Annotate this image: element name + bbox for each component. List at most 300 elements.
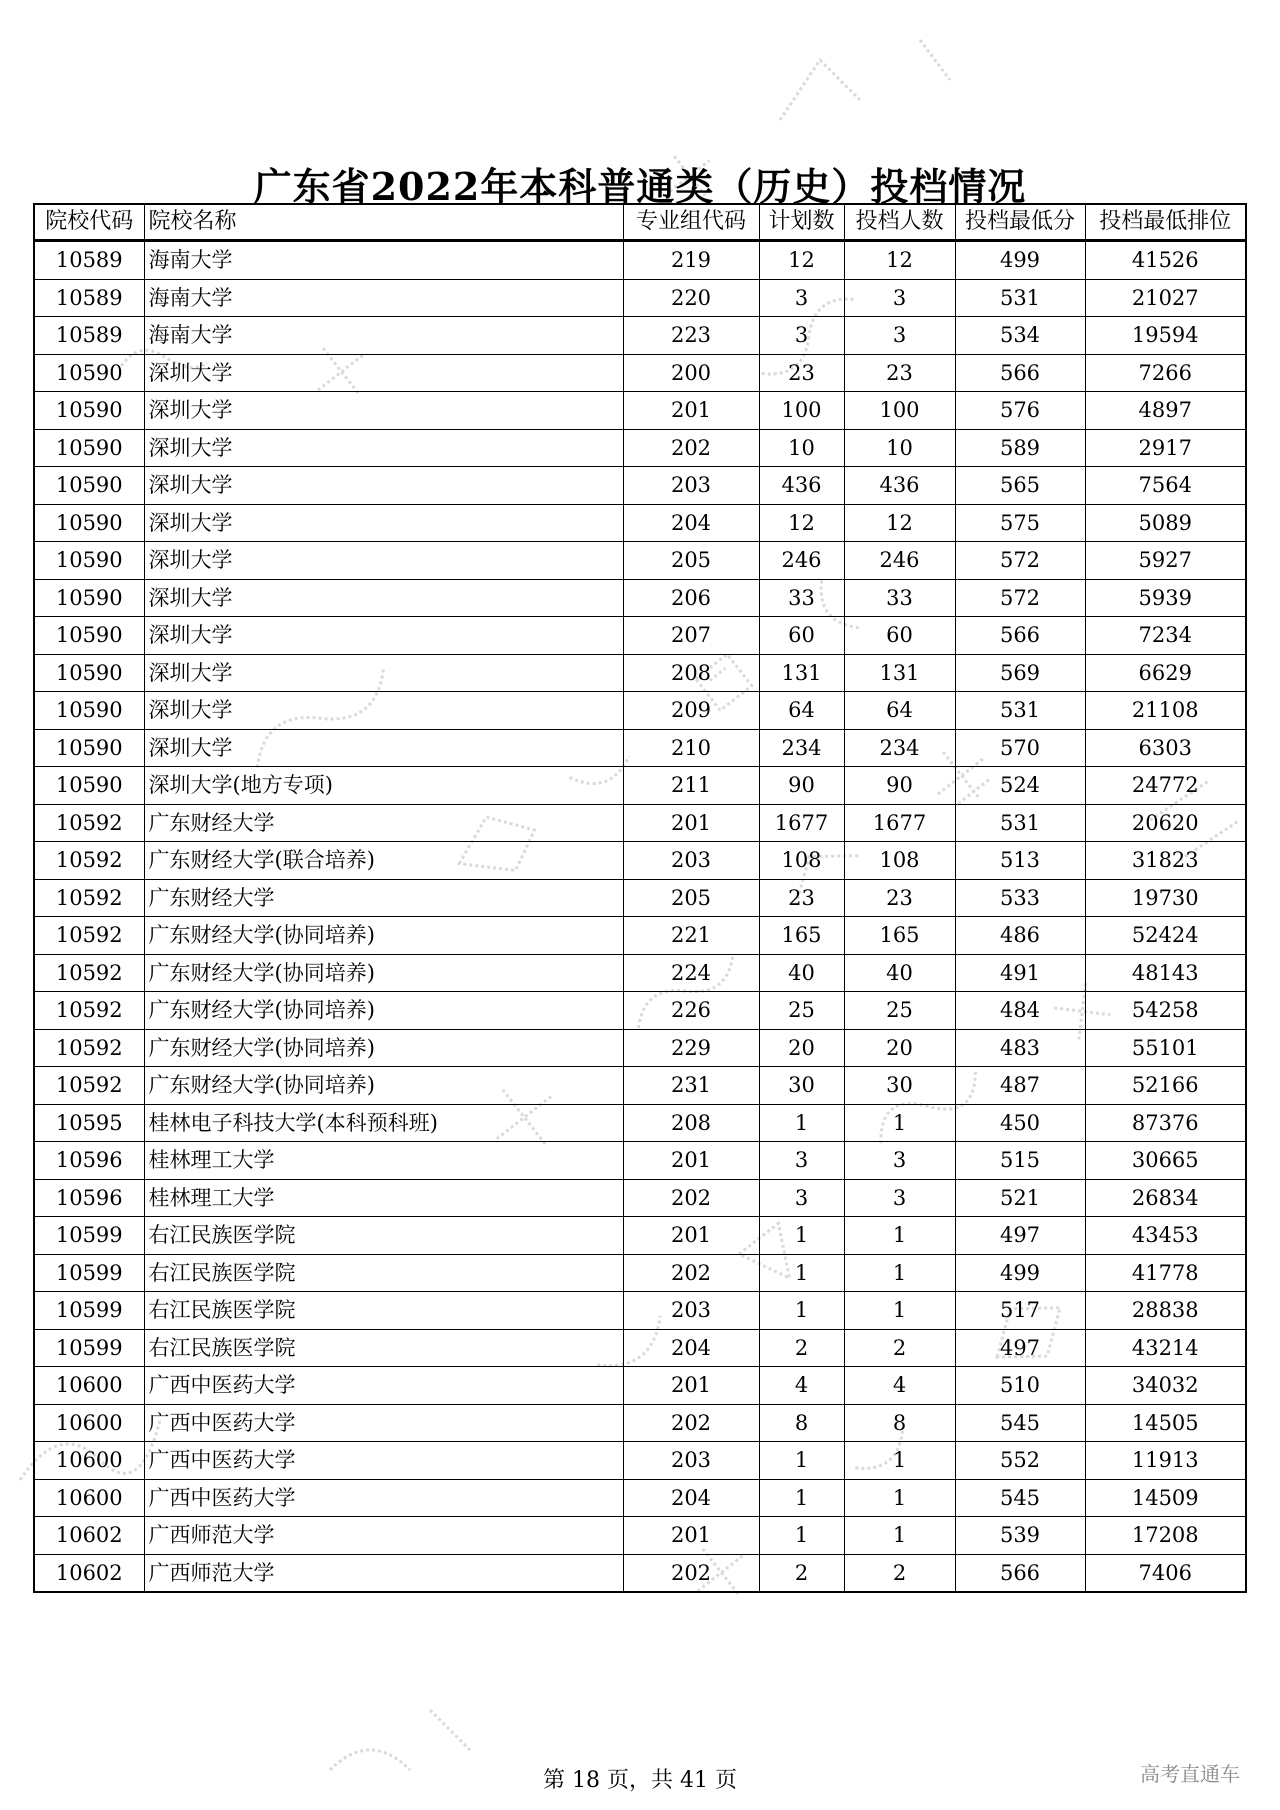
cell-min-rank: 17208 [1085,1517,1246,1555]
cell-plan-count: 90 [759,767,844,805]
cell-school-code: 10590 [34,692,144,730]
cell-school-code: 10590 [34,429,144,467]
cell-min-rank: 41526 [1085,241,1246,280]
table-row [34,1367,1246,1405]
cell-plan-count: 1 [759,1292,844,1330]
table-row [34,1104,1246,1142]
cell-school-code: 10592 [34,842,144,880]
cell-plan-count: 2 [759,1554,844,1592]
cell-admitted-count: 12 [844,504,955,542]
cell-admitted-count: 1 [844,1217,955,1255]
cell-min-rank: 5927 [1085,542,1246,580]
table-row [34,729,1246,767]
cell-min-score: 572 [955,579,1085,617]
cell-school-code: 10590 [34,617,144,655]
table-row [34,917,1246,955]
cell-group-code: 202 [623,1554,759,1592]
cell-min-score: 483 [955,1029,1085,1067]
cell-plan-count: 40 [759,954,844,992]
cell-plan-count: 25 [759,992,844,1030]
cell-min-score: 575 [955,504,1085,542]
admission-table [33,203,1247,1593]
table-row [34,879,1246,917]
cell-school-code: 10596 [34,1179,144,1217]
cell-plan-count: 33 [759,579,844,617]
cell-group-code: 201 [623,1517,759,1555]
table-row [34,1517,1246,1555]
cell-plan-count: 20 [759,1029,844,1067]
table-row [34,392,1246,430]
cell-group-code: 203 [623,467,759,505]
cell-school-name: 深圳大学 [144,729,623,767]
cell-min-rank: 7564 [1085,467,1246,505]
cell-admitted-count: 30 [844,1067,955,1105]
cell-plan-count: 100 [759,392,844,430]
cell-admitted-count: 64 [844,692,955,730]
col-header-school-code: 院校代码 [34,204,144,241]
cell-min-score: 566 [955,354,1085,392]
cell-min-score: 521 [955,1179,1085,1217]
table-row [34,579,1246,617]
cell-school-name: 广西师范大学 [144,1517,623,1555]
cell-plan-count: 60 [759,617,844,655]
cell-min-rank: 31823 [1085,842,1246,880]
cell-plan-count: 3 [759,279,844,317]
col-header-min-score: 投档最低分 [955,204,1085,241]
col-header-min-rank: 投档最低排位 [1085,204,1246,241]
cell-group-code: 221 [623,917,759,955]
cell-school-code: 10592 [34,1067,144,1105]
cell-school-name: 广东财经大学 [144,804,623,842]
table-row [34,279,1246,317]
cell-plan-count: 3 [759,1179,844,1217]
table-row [34,654,1246,692]
cell-group-code: 202 [623,1404,759,1442]
cell-group-code: 201 [623,1367,759,1405]
table-row [34,1142,1246,1180]
table-row [34,542,1246,580]
cell-group-code: 205 [623,542,759,580]
cell-min-rank: 4897 [1085,392,1246,430]
cell-group-code: 204 [623,1329,759,1367]
cell-school-name: 广西中医药大学 [144,1442,623,1480]
cell-min-rank: 24772 [1085,767,1246,805]
cell-plan-count: 3 [759,317,844,355]
cell-min-rank: 48143 [1085,954,1246,992]
cell-school-name: 深圳大学 [144,617,623,655]
page-footer: 第 18 页，共 41 页 [543,1768,737,1793]
cell-plan-count: 1677 [759,804,844,842]
cell-min-rank: 21027 [1085,279,1246,317]
cell-plan-count: 30 [759,1067,844,1105]
cell-admitted-count: 1 [844,1104,955,1142]
cell-min-rank: 54258 [1085,992,1246,1030]
cell-min-rank: 30665 [1085,1142,1246,1180]
cell-min-score: 513 [955,842,1085,880]
cell-min-score: 539 [955,1517,1085,1555]
page-title: 广东省2022年本科普通类（历史）投档情况 [253,164,1027,209]
cell-admitted-count: 8 [844,1404,955,1442]
cell-group-code: 202 [623,1254,759,1292]
cell-min-score: 569 [955,654,1085,692]
cell-min-score: 524 [955,767,1085,805]
cell-school-name: 海南大学 [144,317,623,355]
cell-plan-count: 12 [759,241,844,280]
cell-min-score: 484 [955,992,1085,1030]
cell-group-code: 231 [623,1067,759,1105]
cell-min-score: 531 [955,279,1085,317]
cell-min-rank: 7234 [1085,617,1246,655]
cell-min-score: 565 [955,467,1085,505]
cell-school-name: 广东财经大学(联合培养) [144,842,623,880]
table-row [34,954,1246,992]
cell-min-rank: 19730 [1085,879,1246,917]
table-row [34,1329,1246,1367]
cell-admitted-count: 90 [844,767,955,805]
cell-min-score: 510 [955,1367,1085,1405]
cell-group-code: 203 [623,842,759,880]
cell-min-rank: 14505 [1085,1404,1246,1442]
cell-min-score: 545 [955,1404,1085,1442]
cell-group-code: 211 [623,767,759,805]
cell-plan-count: 1 [759,1442,844,1480]
cell-group-code: 208 [623,654,759,692]
cell-plan-count: 64 [759,692,844,730]
cell-school-code: 10602 [34,1517,144,1555]
cell-plan-count: 23 [759,879,844,917]
cell-school-name: 广东财经大学(协同培养) [144,917,623,955]
table-row [34,1179,1246,1217]
cell-group-code: 201 [623,392,759,430]
cell-min-rank: 21108 [1085,692,1246,730]
table-row [34,1554,1246,1592]
cell-school-code: 10600 [34,1367,144,1405]
cell-admitted-count: 3 [844,317,955,355]
cell-admitted-count: 234 [844,729,955,767]
cell-admitted-count: 100 [844,392,955,430]
cell-group-code: 210 [623,729,759,767]
cell-school-name: 右江民族医学院 [144,1254,623,1292]
cell-school-code: 10599 [34,1292,144,1330]
cell-group-code: 220 [623,279,759,317]
cell-school-name: 桂林理工大学 [144,1179,623,1217]
cell-school-code: 10600 [34,1442,144,1480]
table-row [34,1029,1246,1067]
cell-min-score: 499 [955,241,1085,280]
cell-min-score: 566 [955,1554,1085,1592]
cell-admitted-count: 165 [844,917,955,955]
col-header-school-name: 院校名称 [144,204,623,241]
cell-min-score: 486 [955,917,1085,955]
cell-admitted-count: 25 [844,992,955,1030]
cell-plan-count: 234 [759,729,844,767]
cell-admitted-count: 3 [844,279,955,317]
cell-school-code: 10590 [34,392,144,430]
cell-plan-count: 1 [759,1479,844,1517]
cell-admitted-count: 436 [844,467,955,505]
cell-min-rank: 2917 [1085,429,1246,467]
cell-plan-count: 10 [759,429,844,467]
cell-group-code: 204 [623,1479,759,1517]
cell-school-code: 10592 [34,879,144,917]
cell-min-rank: 34032 [1085,1367,1246,1405]
cell-min-score: 497 [955,1329,1085,1367]
cell-school-name: 深圳大学 [144,467,623,505]
cell-group-code: 202 [623,429,759,467]
cell-min-rank: 7266 [1085,354,1246,392]
cell-school-name: 深圳大学 [144,692,623,730]
cell-group-code: 205 [623,879,759,917]
table-row [34,504,1246,542]
cell-admitted-count: 131 [844,654,955,692]
cell-school-code: 10592 [34,954,144,992]
brand-watermark-text: 高考直通车 [1140,1762,1240,1786]
cell-min-score: 515 [955,1142,1085,1180]
cell-school-name: 深圳大学 [144,504,623,542]
cell-admitted-count: 20 [844,1029,955,1067]
cell-school-code: 10590 [34,504,144,542]
col-header-admitted-count: 投档人数 [844,204,955,241]
cell-min-rank: 19594 [1085,317,1246,355]
cell-school-code: 10590 [34,579,144,617]
cell-group-code: 226 [623,992,759,1030]
cell-school-code: 10592 [34,917,144,955]
cell-school-name: 广西中医药大学 [144,1367,623,1405]
cell-group-code: 207 [623,617,759,655]
cell-school-name: 广东财经大学 [144,879,623,917]
cell-plan-count: 3 [759,1142,844,1180]
cell-group-code: 229 [623,1029,759,1067]
table-row [34,467,1246,505]
cell-group-code: 219 [623,241,759,280]
cell-min-rank: 14509 [1085,1479,1246,1517]
cell-group-code: 201 [623,1142,759,1180]
cell-school-code: 10595 [34,1104,144,1142]
cell-school-code: 10600 [34,1404,144,1442]
cell-school-code: 10590 [34,354,144,392]
cell-group-code: 204 [623,504,759,542]
cell-min-score: 531 [955,692,1085,730]
cell-plan-count: 8 [759,1404,844,1442]
cell-admitted-count: 1 [844,1254,955,1292]
cell-group-code: 206 [623,579,759,617]
cell-admitted-count: 246 [844,542,955,580]
cell-school-code: 10599 [34,1217,144,1255]
table-body [34,241,1246,1593]
cell-min-rank: 52424 [1085,917,1246,955]
cell-school-code: 10589 [34,317,144,355]
cell-min-score: 589 [955,429,1085,467]
cell-school-code: 10589 [34,241,144,280]
cell-admitted-count: 10 [844,429,955,467]
cell-school-name: 右江民族医学院 [144,1217,623,1255]
cell-min-rank: 55101 [1085,1029,1246,1067]
cell-school-name: 深圳大学 [144,579,623,617]
cell-group-code: 223 [623,317,759,355]
cell-group-code: 203 [623,1442,759,1480]
cell-min-score: 545 [955,1479,1085,1517]
cell-admitted-count: 108 [844,842,955,880]
cell-min-score: 572 [955,542,1085,580]
cell-min-rank: 26834 [1085,1179,1246,1217]
cell-admitted-count: 2 [844,1554,955,1592]
table-row [34,241,1246,280]
cell-min-score: 534 [955,317,1085,355]
cell-school-code: 10596 [34,1142,144,1180]
cell-admitted-count: 1677 [844,804,955,842]
cell-min-score: 570 [955,729,1085,767]
cell-min-rank: 5089 [1085,504,1246,542]
cell-min-score: 533 [955,879,1085,917]
cell-school-code: 10590 [34,729,144,767]
table-row [34,1292,1246,1330]
cell-school-code: 10590 [34,467,144,505]
table-row [34,842,1246,880]
table-row [34,692,1246,730]
cell-school-code: 10602 [34,1554,144,1592]
table-row [34,804,1246,842]
cell-school-name: 广西师范大学 [144,1554,623,1592]
cell-admitted-count: 2 [844,1329,955,1367]
cell-school-code: 10599 [34,1254,144,1292]
cell-admitted-count: 23 [844,879,955,917]
cell-school-code: 10600 [34,1479,144,1517]
cell-min-score: 497 [955,1217,1085,1255]
cell-admitted-count: 33 [844,579,955,617]
cell-school-name: 深圳大学 [144,542,623,580]
cell-min-score: 491 [955,954,1085,992]
cell-school-name: 深圳大学 [144,354,623,392]
cell-admitted-count: 1 [844,1479,955,1517]
cell-admitted-count: 40 [844,954,955,992]
table-row [34,1217,1246,1255]
cell-group-code: 201 [623,1217,759,1255]
cell-min-rank: 28838 [1085,1292,1246,1330]
cell-min-score: 517 [955,1292,1085,1330]
cell-plan-count: 4 [759,1367,844,1405]
table-row [34,1479,1246,1517]
cell-group-code: 209 [623,692,759,730]
admission-table-container [33,203,1245,1593]
cell-school-name: 海南大学 [144,241,623,280]
cell-plan-count: 131 [759,654,844,692]
cell-school-code: 10590 [34,542,144,580]
cell-plan-count: 1 [759,1104,844,1142]
cell-min-score: 566 [955,617,1085,655]
cell-min-rank: 11913 [1085,1442,1246,1480]
cell-school-name: 深圳大学(地方专项) [144,767,623,805]
cell-school-code: 10590 [34,654,144,692]
table-row [34,1404,1246,1442]
cell-school-name: 深圳大学 [144,654,623,692]
table-header-row [34,204,1246,241]
cell-school-name: 桂林理工大学 [144,1142,623,1180]
cell-school-name: 广西中医药大学 [144,1404,623,1442]
col-header-plan-count: 计划数 [759,204,844,241]
cell-plan-count: 23 [759,354,844,392]
cell-school-name: 广东财经大学(协同培养) [144,1067,623,1105]
table-row [34,1254,1246,1292]
cell-school-name: 广东财经大学(协同培养) [144,954,623,992]
cell-admitted-count: 1 [844,1442,955,1480]
cell-admitted-count: 1 [844,1292,955,1330]
cell-min-rank: 7406 [1085,1554,1246,1592]
col-header-group-code: 专业组代码 [623,204,759,241]
cell-school-code: 10592 [34,804,144,842]
cell-group-code: 200 [623,354,759,392]
table-row [34,992,1246,1030]
cell-min-rank: 52166 [1085,1067,1246,1105]
cell-plan-count: 108 [759,842,844,880]
cell-plan-count: 436 [759,467,844,505]
cell-plan-count: 246 [759,542,844,580]
table-row [34,429,1246,467]
cell-school-name: 右江民族医学院 [144,1329,623,1367]
cell-school-name: 海南大学 [144,279,623,317]
cell-group-code: 203 [623,1292,759,1330]
cell-school-code: 10590 [34,767,144,805]
cell-min-rank: 41778 [1085,1254,1246,1292]
table-row [34,1442,1246,1480]
cell-plan-count: 1 [759,1517,844,1555]
table-row [34,354,1246,392]
cell-group-code: 224 [623,954,759,992]
cell-group-code: 202 [623,1179,759,1217]
cell-min-rank: 43453 [1085,1217,1246,1255]
cell-school-name: 桂林电子科技大学(本科预科班) [144,1104,623,1142]
cell-school-name: 广东财经大学(协同培养) [144,992,623,1030]
cell-min-score: 552 [955,1442,1085,1480]
cell-admitted-count: 12 [844,241,955,280]
cell-school-code: 10592 [34,1029,144,1067]
cell-school-name: 右江民族医学院 [144,1292,623,1330]
table-row [34,617,1246,655]
cell-group-code: 208 [623,1104,759,1142]
cell-min-rank: 5939 [1085,579,1246,617]
cell-plan-count: 2 [759,1329,844,1367]
cell-admitted-count: 60 [844,617,955,655]
cell-school-code: 10592 [34,992,144,1030]
cell-plan-count: 12 [759,504,844,542]
cell-min-score: 450 [955,1104,1085,1142]
cell-min-rank: 87376 [1085,1104,1246,1142]
cell-admitted-count: 1 [844,1517,955,1555]
cell-group-code: 201 [623,804,759,842]
cell-min-score: 487 [955,1067,1085,1105]
cell-school-name: 深圳大学 [144,429,623,467]
cell-min-rank: 20620 [1085,804,1246,842]
cell-school-name: 广东财经大学(协同培养) [144,1029,623,1067]
table-row [34,317,1246,355]
cell-admitted-count: 4 [844,1367,955,1405]
cell-school-name: 深圳大学 [144,392,623,430]
cell-school-code: 10589 [34,279,144,317]
cell-admitted-count: 3 [844,1142,955,1180]
cell-school-name: 广西中医药大学 [144,1479,623,1517]
cell-plan-count: 1 [759,1254,844,1292]
table-row [34,767,1246,805]
cell-min-rank: 6629 [1085,654,1246,692]
cell-min-score: 576 [955,392,1085,430]
table-row [34,1067,1246,1105]
cell-school-code: 10599 [34,1329,144,1367]
cell-admitted-count: 3 [844,1179,955,1217]
cell-min-rank: 43214 [1085,1329,1246,1367]
cell-min-score: 499 [955,1254,1085,1292]
cell-min-rank: 6303 [1085,729,1246,767]
cell-plan-count: 1 [759,1217,844,1255]
cell-admitted-count: 23 [844,354,955,392]
